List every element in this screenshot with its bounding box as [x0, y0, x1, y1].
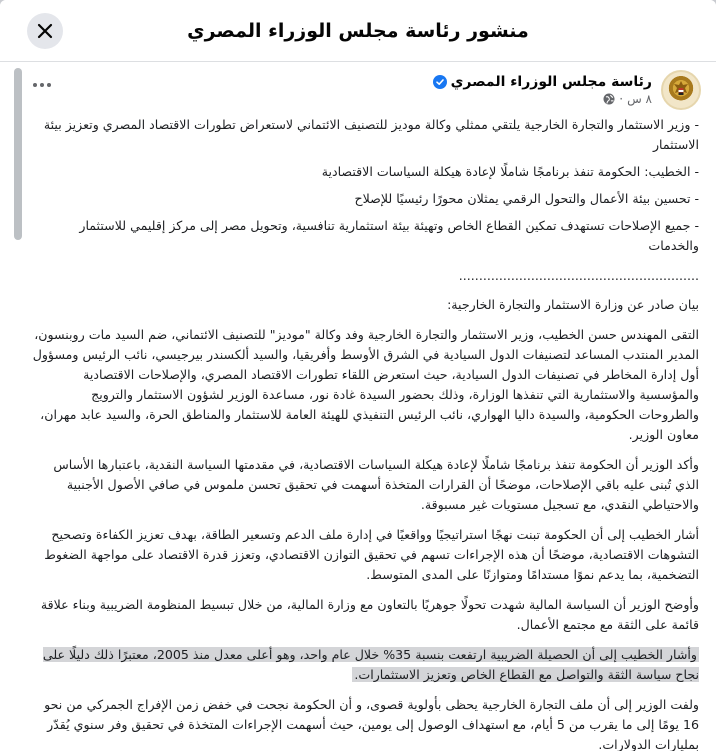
selected-text[interactable]: وأشار الخطيب إلى أن الحصيلة الضريبية ارتفعت بنسبة 35% خلال عام واحد، وهو أعلى معدل منذ 2005، معتبرًا ذلك دليلًا على نجاح سياسة الثقة والتواصل مع القطاع الخاص وتعزيز الاستثمارات.	[42, 647, 699, 682]
body-paragraph: أشار الخطيب إلى أن الحكومة تبنت نهجًا استراتيجيًا وواقعيًا في إدارة ملف الدعم وتسعير الطاقة، بهدف تعزيز الكفاءة وتصحيح التشوهات الاقتصادية، موضحًا أن هذه الإجراءات تسهم في تحقيق التوازن الاقتصادي، وتعزز قدرة الاقتصاد على مواجهة الضغوط التضخمية، بما يدعم نموًا مستدامًا ومتوازنًا على المدى المتوسط.	[44, 527, 699, 582]
body-paragraph: وأكد الوزير أن الحكومة تنفذ برنامجًا شاملًا لإعادة هيكلة السياسات الاقتصادية، في مقدمتها السياسة النقدية، باعتبارها الأساس الذي تُبنى عليه باقي الإصلاحات، موضحًا أن القرارات المتخذة أسهمت في تحقيق تحسن ملموس في صافي الأصول الأجنبية والاحتياطي النقدي، مع تسجيل مستويات غير مسبوقة.	[53, 457, 699, 512]
globe-icon	[603, 93, 615, 105]
body-paragraph: وأوضح الوزير أن السياسة المالية شهدت تحولًا جوهريًا بالتعاون مع وزارة المالية، من خلال تبسيط المنظومة الضريبية وبناء علاقة قائمة على الثقة مع مجتمع الأعمال.	[40, 597, 699, 632]
post-body	[27, 115, 699, 751]
more-options-icon[interactable]	[32, 82, 52, 88]
author-name-row	[433, 74, 652, 90]
body-paragraph: ولفت الوزير إلى أن ملف التجارة الخارجية يحظى بأولوية قصوى، و أن الحكومة نجحت في خفض زمن الإفراج الجمركي من نحو 16 يومًا إلى ما يقرب من 5 أيام، مع استهداف الوصول إلى يومين، حيث أسهمت الإجراءات المتخذة في تحقيق وفر سنوي يُقدّر بمليارات الدولارات.	[44, 697, 699, 751]
statement-intro: بيان صادر عن وزارة الاستثمار والتجارة الخارجية:	[447, 297, 699, 312]
author-name[interactable]: رئاسة مجلس الوزراء المصري	[450, 74, 652, 90]
post-scroll-area[interactable]	[0, 63, 716, 751]
more-options-button[interactable]	[30, 75, 54, 95]
author-block	[433, 74, 652, 106]
post-time[interactable]: ٨ س	[627, 92, 652, 106]
body-paragraph: التقى المهندس حسن الخطيب، وزير الاستثمار والتجارة الخارجية وفد وكالة "موديز" للتصنيف الائتماني، ضم السيد مات روبنسون، المدير المنتدب المساعد لتصنيفات الدول السيادية في الشرق الأوسط وأفريقيا، والسيد ألكسندر بيرجيسي، نائب الرئيس ومسؤول أول إدارة المخاطر في تصنيفات الدول السيادية، حيث استعرض اللقاء تطورات الاقتصاد المصري، والإصلاحات الاقتصادية والمؤسسية والاستثمارية التي تنفذها الوزارة، وذلك بحضور السيدة غادة نور، مساعدة الوزير لشؤون الاستثمار والترويج والطروحات الحكومية، والسيدة داليا الهواري، نائب الرئيس التنفيذي للهيئة العامة للاستثمار والمناطق الحرة، والسيد عابد مهران، معاون الوزير.	[32, 327, 699, 442]
summary-line: - وزير الاستثمار والتجارة الخارجية يلتقي ممثلي وكالة موديز للتصنيف الائتماني لاستعراض تطورات الاقتصاد المصري وتعزيز بيئة الاستثمار	[43, 117, 699, 152]
summary-line: - جميع الإصلاحات تستهدف تمكين القطاع الخاص وتهيئة بيئة استثمارية تنافسية، وتحويل مصر إلى مركز إقليمي للاستثمار والخدمات	[79, 218, 699, 253]
verified-badge-icon	[433, 75, 447, 89]
post-meta	[433, 92, 652, 106]
body-paragraph-highlighted	[27, 645, 699, 685]
scrollbar-thumb[interactable]	[14, 68, 22, 240]
eagle-emblem-icon	[669, 78, 693, 102]
dialog-header	[0, 0, 716, 62]
avatar[interactable]	[661, 70, 701, 110]
separator-dots: ............................................................	[458, 268, 699, 283]
close-button[interactable]	[27, 13, 63, 49]
dialog-title: منشور رئاسة مجلس الوزراء المصري	[187, 19, 529, 42]
close-icon[interactable]	[37, 23, 53, 39]
post-header	[433, 69, 701, 111]
meta-separator: ·	[619, 92, 624, 106]
summary-line: - الخطيب: الحكومة تنفذ برنامجًا شاملًا لإعادة هيكلة السياسات الاقتصادية	[321, 164, 699, 179]
summary-line: - تحسين بيئة الأعمال والتحول الرقمي يمثلان محورًا رئيسيًا للإصلاح	[354, 191, 699, 206]
